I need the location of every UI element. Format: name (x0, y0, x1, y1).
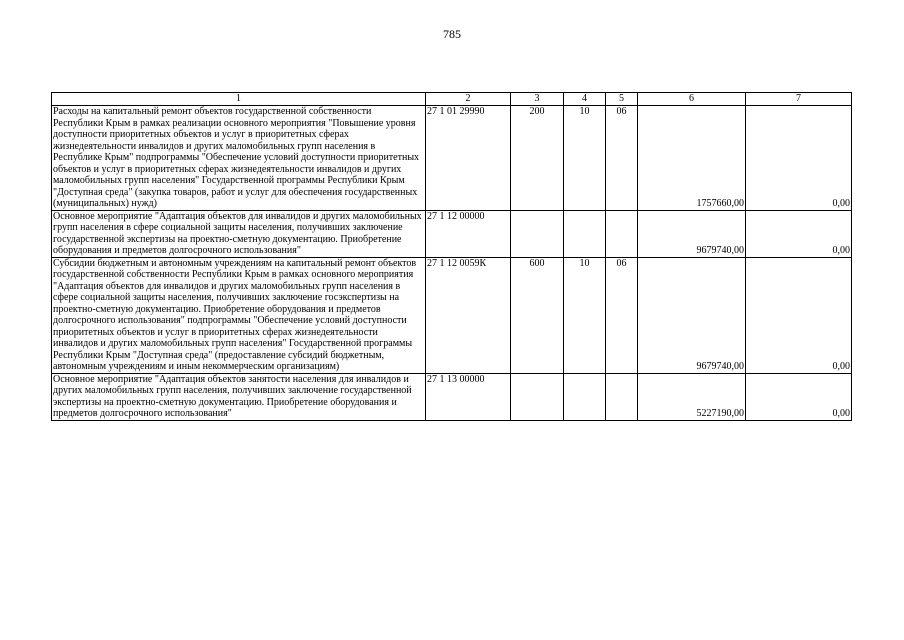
row-amount (638, 257, 746, 373)
row-col7-value: 0,00 (832, 361, 850, 372)
row-col4: 10 (564, 106, 606, 211)
row-amount (638, 210, 746, 257)
row-col3 (511, 373, 564, 420)
page-number: 785 (443, 27, 461, 41)
row-col3 (511, 210, 564, 257)
row-description: Основное мероприятие "Адаптация объектов для инвалидов и других маломобильных групп населения в сфере социальной защиты населения, получивших заключение государственной экспертизы на проектно-сметную документацию. Приобретение оборудования и предметов долгосрочного использования" (52, 210, 426, 257)
row-amount-value: 9679740,00 (696, 245, 744, 256)
table-row (52, 373, 852, 420)
row-col5: 06 (606, 257, 638, 373)
row-amount (638, 106, 746, 211)
row-col7-value: 0,00 (832, 245, 850, 256)
column-header-7: 7 (746, 93, 852, 106)
row-col5: 06 (606, 106, 638, 211)
column-header-2: 2 (426, 93, 511, 106)
row-description: Основное мероприятие "Адаптация объектов занятости населения для инвалидов и других маломобильных групп населения, получивших заключение государственной экспертизы на проектно-сметную документацию. Приобретение оборудования и предметов долгосрочного использования" (52, 373, 426, 420)
column-header-5: 5 (606, 93, 638, 106)
column-header-6: 6 (638, 93, 746, 106)
row-target-code: 27 1 12 0059К (426, 257, 511, 373)
row-target-code: 27 1 13 00000 (426, 373, 511, 420)
row-col4 (564, 373, 606, 420)
row-col7-value: 0,00 (832, 198, 850, 209)
row-amount-col7 (746, 257, 852, 373)
table-row (52, 106, 852, 211)
row-description: Субсидии бюджетным и автономным учреждениям на капитальный ремонт объектов государственной собственности Республики Крым в рамках основного мероприятия "Адаптация объектов для инвалидов и других маломобильных групп населения в сфере социальной защиты населения, получивших заключение госэкспертизы на проектно-сметную документацию. Приобретение оборудования и предметов долгосрочного использования" подпрограммы "Обеспечение условий доступности приоритетных объектов и услуг в приоритетных сферах жизнедеятельности инвалидов и других маломобильных групп населения" Государственной программы Республики Крым "Доступная среда" (предоставление субсидий бюджетным, автономным учреждениям и иным некоммерческим организациям) (52, 257, 426, 373)
row-target-code: 27 1 12 00000 (426, 210, 511, 257)
row-amount-value: 9679740,00 (696, 361, 744, 372)
row-amount-col7 (746, 106, 852, 211)
row-col4 (564, 210, 606, 257)
row-col4: 10 (564, 257, 606, 373)
table-row (52, 210, 852, 257)
table-row (52, 257, 852, 373)
row-col7-value: 0,00 (832, 408, 850, 419)
row-description: Расходы на капитальный ремонт объектов государственной собственности Республики Крым в рамках реализации основного мероприятия "Повышение уровня доступности приоритетных объектов и услуг в приоритетных сферах жизнедеятельности инвалидов и других маломобильных групп населения в Республике Крым" подпрограммы "Обеспечение условий доступности приоритетных объектов и услуг в приоритетных сферах жизнедеятельности инвалидов и других маломобильных групп населения" Государственной программы Республики Крым "Доступная среда" (закупка товаров, работ и услуг для обеспечения государственных (муниципальных) нужд) (52, 106, 426, 211)
table-header-row (52, 93, 852, 106)
row-amount-value: 1757660,00 (696, 198, 744, 209)
column-header-3: 3 (511, 93, 564, 106)
row-col5 (606, 210, 638, 257)
row-amount-col7 (746, 373, 852, 420)
row-target-code: 27 1 01 29990 (426, 106, 511, 211)
row-col3: 600 (511, 257, 564, 373)
budget-table (51, 92, 852, 421)
row-col3: 200 (511, 106, 564, 211)
row-amount-value: 5227190,00 (696, 408, 744, 419)
column-header-4: 4 (564, 93, 606, 106)
row-amount-col7 (746, 210, 852, 257)
column-header-1: 1 (52, 93, 426, 106)
row-amount (638, 373, 746, 420)
row-col5 (606, 373, 638, 420)
